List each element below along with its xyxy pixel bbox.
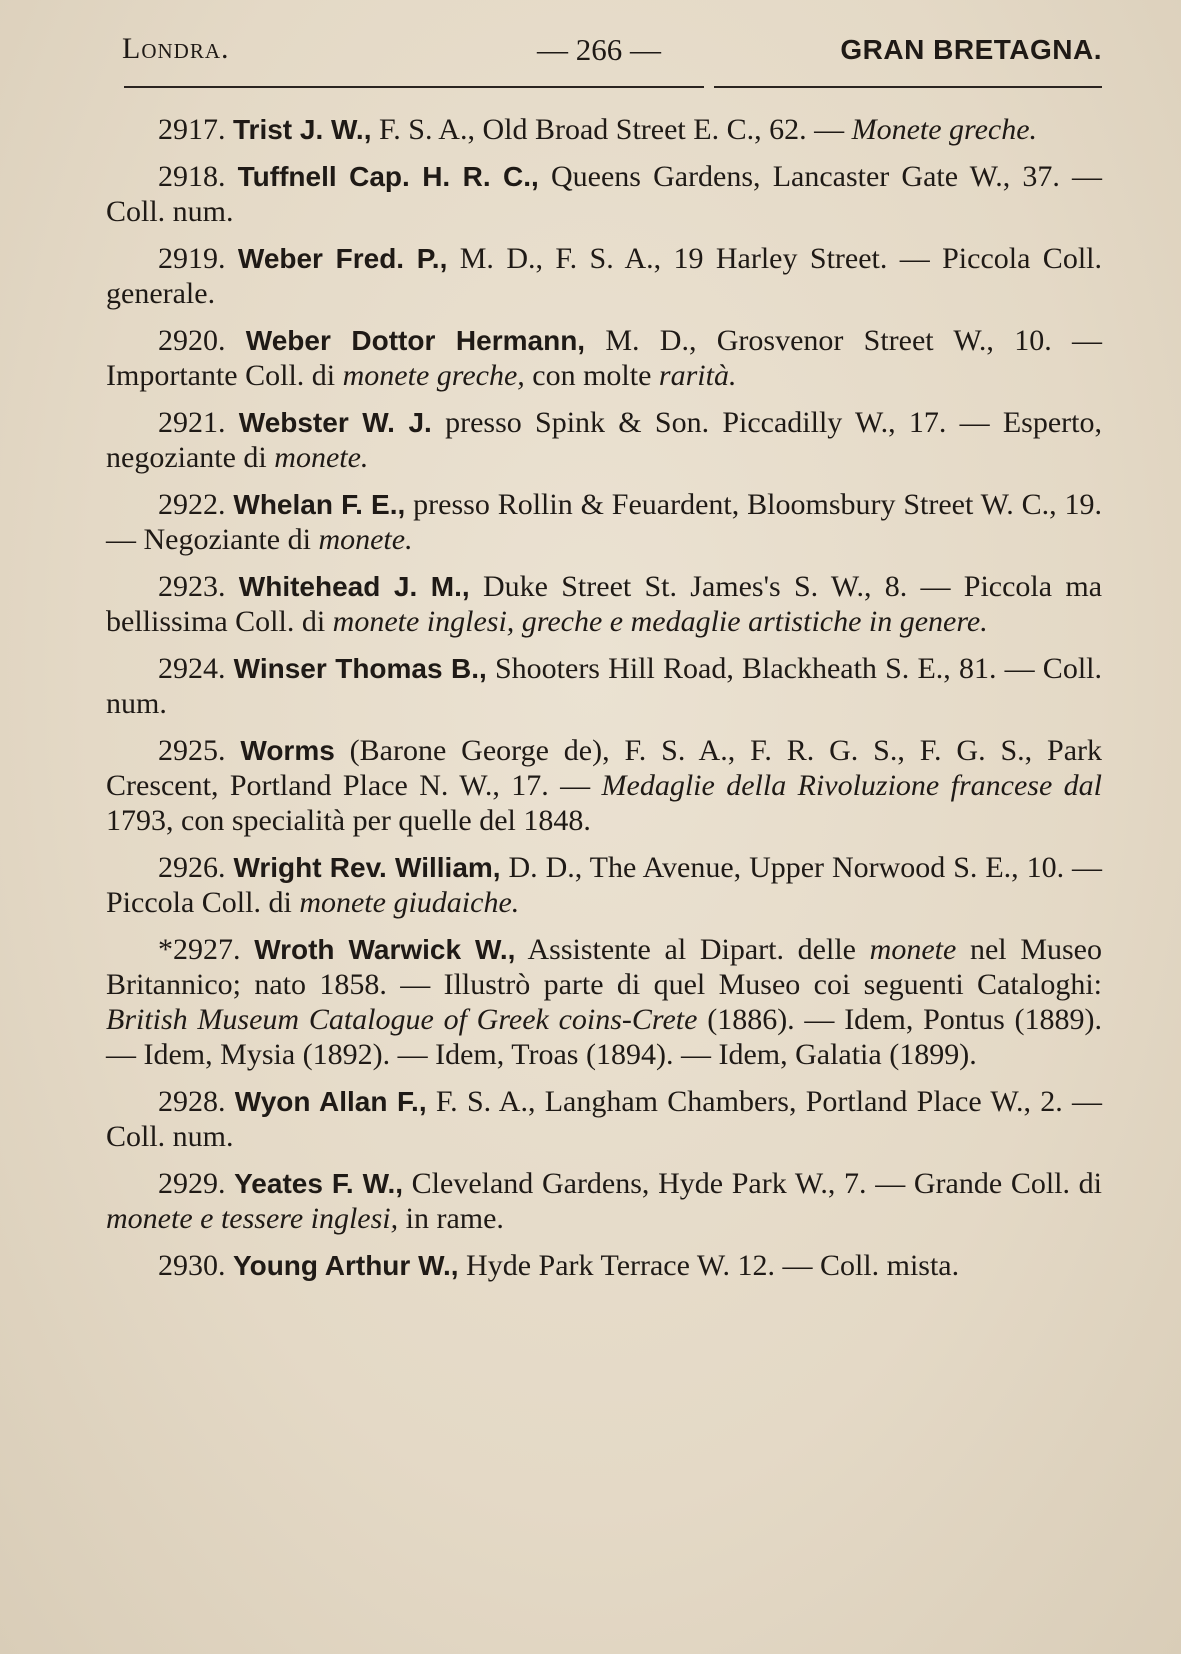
entry-name: Whitehead J. M., [238,571,470,602]
entry-text: (Barone George de), F. S. A., F. R. G. S., F. G. S., Park Crescent, Portland Place N. W., 17. — [106,734,1103,802]
running-header [122,28,1102,68]
entry-italic-text: monete [869,933,957,966]
entry-text-2: con molte [524,359,659,392]
entry-2930 [106,1248,1102,1283]
entry-text: Shooters Hill Road, Blackheath S. E., 81. — Coll. num. [106,652,1102,720]
entry-italic-text: Medaglie della Rivoluzione francese dal [601,769,1102,802]
entry-number: 2930. [158,1249,226,1282]
entry-2927 [106,932,1102,1072]
entry-2920 [106,323,1102,393]
entry-italic-text: monete. [274,441,369,474]
entry-italic-text: monete e tessere inglesi, [106,1202,399,1235]
entry-text: presso Spink & Son. Piccadilly W., 17. — Esperto, negoziante di [106,406,1102,474]
entry-name: Weber Fred. P., [237,243,448,274]
entry-italic-text: monete. [318,523,413,556]
entry-italic-text: monete greche, [342,359,525,392]
entry-number: 2921. [158,406,226,439]
entry-number: *2927. [158,933,241,966]
entry-number: 2918. [158,160,226,193]
entry-2921 [106,405,1102,475]
entry-text: Duke Street St. James's S. W., 8. — Piccola ma bellissima Coll. di [106,570,1103,638]
entry-name: Trist J. W., [233,114,372,145]
entry-italic-text-2: rarità. [658,359,737,392]
header-city: Londra. [122,32,230,65]
entry-text: F. S. A., Old Broad Street E. C., 62. — [371,113,852,146]
entry-text: M. D., F. S. A., 19 Harley Street. — Piccola Coll. generale. [106,242,1102,310]
header-rule-left [124,86,704,88]
entry-name: Young Arthur W., [233,1250,459,1281]
entry-name: Yeates F. W., [234,1168,404,1199]
entry-2924 [106,651,1102,721]
entry-text: Queens Gardens, Lancaster Gate W., 37. — Coll. num. [106,160,1103,228]
entry-number: 2919. [158,242,226,275]
entry-number: 2925. [158,734,226,767]
entry-italic-text: monete inglesi, greche e medaglie artistiche in genere. [332,605,988,638]
entry-name: Webster W. J. [238,407,432,438]
entry-text-2: 1793, con specialità per quelle del 1848. [106,804,591,837]
entry-name: Winser Thomas B., [233,653,487,684]
entry-italic-text-2: British Museum Catalogue of Greek coins-Crete [106,1003,698,1036]
entry-text: Assistente al Dipart. delle [515,933,870,966]
entry-text-2: nel Museo Britannico; nato 1858. — Illustrò parte di quel Museo coi seguenti Cataloghi: [106,933,1102,1001]
entry-name: Weber Dottor Hermann, [245,325,586,356]
entry-text: presso Rollin & Feuardent, Bloomsbury Street W. C., 19. — Negoziante di [106,488,1103,556]
entry-number: 2928. [158,1085,226,1118]
entry-2919 [106,241,1102,311]
entry-number: 2926. [158,851,226,884]
header-country: GRAN BRETAGNA. [840,34,1102,65]
page-number: — 266 — [537,32,661,67]
entry-list [106,112,1102,1295]
entry-2925 [106,733,1102,838]
entry-number: 2920. [158,324,226,357]
entry-name: Tuffnell Cap. H. R. C., [237,161,539,192]
entry-text: F. S. A., Langham Chambers, Portland Place W., 2. — Coll. num. [106,1085,1103,1153]
entry-name: Wroth Warwick W., [254,934,516,965]
entry-name: Wright Rev. William, [233,852,501,883]
entry-text: Cleveland Gardens, Hyde Park W., 7. — Grande Coll. di [403,1167,1102,1200]
entry-italic-text: monete giudaiche. [299,886,520,919]
entry-text-3: (1886). — Idem, Pontus (1889). — Idem, Mysia (1892). — Idem, Troas (1894). — Idem, Galatia (1899). [106,1003,1103,1071]
entry-name: Worms [240,735,335,766]
entry-2928 [106,1084,1102,1154]
entry-text-2: in rame. [398,1202,504,1235]
entry-number: 2924. [158,652,226,685]
entry-name: Whelan F. E., [233,489,406,520]
entry-number: 2923. [158,570,226,603]
entry-2918 [106,159,1102,229]
entry-2926 [106,850,1102,920]
entry-italic-text: Monete greche. [851,113,1038,146]
entry-text: D. D., The Avenue, Upper Norwood S. E., 10. — Piccola Coll. di [106,851,1102,919]
entry-2917 [106,112,1102,147]
header-rule-right [714,86,1102,88]
entry-name: Wyon Allan F., [234,1086,427,1117]
entry-number: 2922. [158,488,226,521]
entry-text: M. D., Grosvenor Street W., 10. — Importante Coll. di [106,324,1102,392]
entry-2929 [106,1166,1102,1236]
entry-text: Hyde Park Terrace W. 12. — Coll. mista. [458,1249,960,1282]
entry-2923 [106,569,1102,639]
entry-number: 2917. [158,113,226,146]
entry-2922 [106,487,1102,557]
entry-number: 2929. [158,1167,226,1200]
